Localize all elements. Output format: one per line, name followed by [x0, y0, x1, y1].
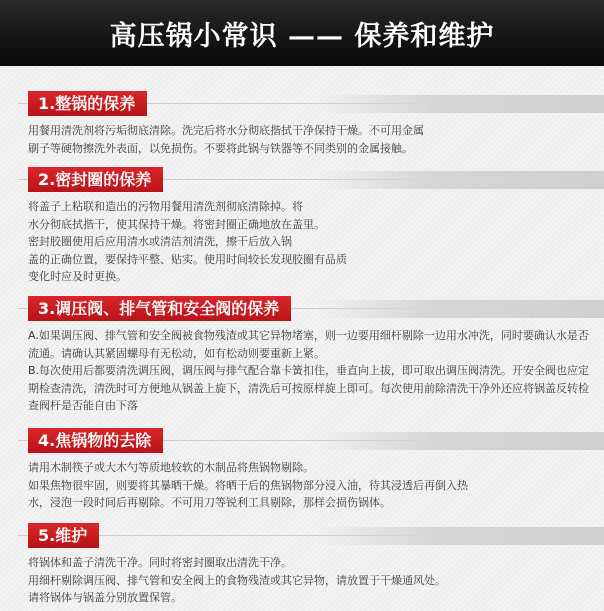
body-line: 用餐用清洗剂将污垢彻底清除。洗完后将水分彻底揩拭干净保持干燥。不可用金属 — [28, 124, 424, 137]
body-line: 盖的正确位置，要保持平整、贴实。使用时间较长发现胶圈有品质 — [28, 252, 347, 266]
section-body — [0, 122, 604, 157]
section-body — [0, 459, 604, 512]
section-header — [0, 523, 604, 548]
section-header — [0, 91, 604, 116]
body-paragraph-b: B.每次使用后都要清洗调压阀，调压阀与排气配合靠卡簧扣住，垂直向上拔，即可取出调压阀清洗。开安全阀也应定期检查清洗，清洗时可方便地从锅盖上旋下，清洗后可按原样旋上即可。每次使用前除清洗干净外还应将锅盖反转检查阀杆是否能自由下落 — [28, 364, 590, 412]
section-whole-pot-care — [0, 91, 604, 157]
body-line: 水分彻底拭揩干，使其保持干燥。将密封圈正确地放在盖里。 — [28, 217, 325, 231]
body-line: 将盖子上粘联和造出的污物用餐用清洗剂彻底清除掉。将 — [28, 200, 303, 213]
page-title: 高压锅小常识 —— 保养和维护 — [109, 21, 495, 52]
header-decor-bar — [318, 95, 604, 113]
section-heading: 4.焦锅物的去除 — [28, 428, 163, 453]
body-line: 刷子等硬物擦洗外表面，以免损伤。不要将此锅与铁器等不同类别的金属接触。 — [28, 141, 413, 155]
title-banner — [0, 0, 604, 66]
body-line: 请将锅体与锅盖分别放置保管。 — [28, 591, 182, 604]
body-line: 密封胶圈使用后应用清水或清洁剂清洗，擦干后放入锅 — [28, 235, 292, 248]
section-heading: 2.密封圈的保养 — [28, 167, 163, 192]
header-decor-bar — [318, 527, 604, 545]
section-header — [0, 167, 604, 192]
section-heading: 3.调压阀、排气管和安全阀的保养 — [28, 296, 291, 321]
body-line: 如果焦物很牢固，则要将其暴晒干燥。将晒干后的焦锅物部分浸入油，待其浸透后再倒入热 — [28, 478, 468, 492]
header-decor-bar — [318, 300, 604, 318]
body-line: 用细杆剔除调压阀、排气管和安全阀上的食物残渣或其它异物，请放置于干燥通风处。 — [28, 573, 446, 587]
section-body — [0, 198, 604, 286]
section-maintenance — [0, 523, 604, 607]
content-area — [0, 66, 604, 611]
body-line: 变化时应及时更换。 — [28, 270, 127, 283]
section-seal-ring-care — [0, 167, 604, 286]
section-heading: 5.维护 — [28, 523, 99, 548]
section-burnt-residue-removal — [0, 428, 604, 512]
section-header — [0, 296, 604, 321]
body-line: 请用木制筷子或大木勺等质地较软的木制品将焦锅物剔除。 — [28, 461, 314, 474]
body-paragraph-a: A.如果调压阀、排气管和安全阀被食物残渣或其它异物堵塞，则一边要用细杆剔除一边用水冲洗，同时要确认水是否流通。请确认其紧固螺母有无松动，如有松动则要重新上紧。 — [28, 329, 589, 360]
section-heading: 1.整锅的保养 — [28, 91, 147, 116]
body-line: 将锅体和盖子清洗干净。同时将密封圈取出清洗干净。 — [28, 556, 292, 569]
section-header — [0, 428, 604, 453]
header-decor-bar — [318, 171, 604, 189]
header-decor-bar — [318, 432, 604, 450]
section-body — [0, 327, 604, 415]
section-valve-care — [0, 296, 604, 415]
body-line: 水，浸泡一段时间后再剔除。不可用刀等锐利工具剔除，那样会损伤锅体。 — [28, 496, 391, 509]
section-body — [0, 554, 604, 607]
